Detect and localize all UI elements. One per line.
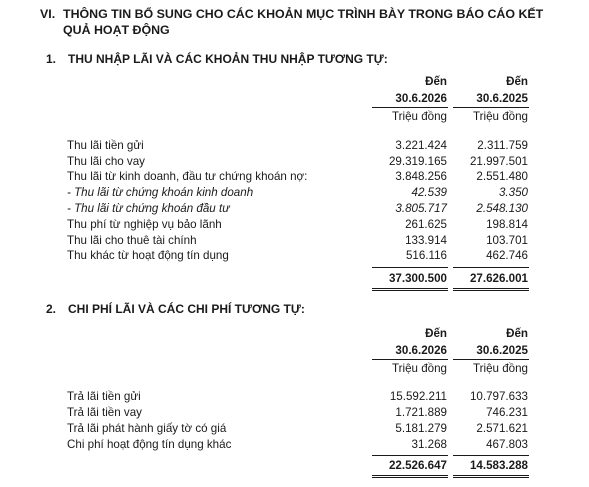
expense-total-2026: 22.526.647 bbox=[388, 459, 447, 472]
income-row-label: Thu lãi từ kinh doanh, đầu tư chứng khoán nợ: bbox=[67, 170, 308, 183]
income-subrow-label: - Thu lãi từ chứng khoán đầu tư bbox=[67, 202, 230, 215]
income-col1-header-rule bbox=[372, 107, 448, 108]
income-col1-label: Đến bbox=[425, 75, 447, 88]
income-col1-date: 30.6.2026 bbox=[395, 92, 447, 105]
income-row-label: Thu khác từ hoạt động tín dụng bbox=[67, 249, 229, 262]
income-col2-total-rule bbox=[453, 267, 529, 268]
expense-row-value-2026: 1.721.889 bbox=[395, 406, 447, 419]
expense-col2-double-rule-top bbox=[453, 475, 529, 476]
expense-col2-double-rule-bottom bbox=[453, 477, 529, 478]
income-row-value-2026: 261.625 bbox=[405, 218, 447, 231]
income-col2-label: Đến bbox=[506, 75, 528, 88]
expense-row-value-2026: 31.268 bbox=[411, 438, 447, 451]
income-col2-unit: Triệu đồng bbox=[473, 110, 528, 123]
expense-col1-header-rule bbox=[372, 359, 448, 360]
income-row-value-2025: 2.311.759 bbox=[477, 139, 528, 152]
expense-title: CHI PHÍ LÃI VÀ CÁC CHI PHÍ TƯƠNG TỰ: bbox=[68, 302, 305, 316]
income-col2-header-rule bbox=[453, 107, 529, 108]
income-col2-date: 30.6.2025 bbox=[476, 92, 528, 105]
income-row-value-2025: 2.551.480 bbox=[476, 170, 528, 183]
expense-row-value-2025: 746.231 bbox=[486, 406, 528, 419]
expense-col1-label: Đến bbox=[425, 327, 447, 340]
expense-row-label: Trả lãi tiền vay bbox=[67, 406, 142, 419]
income-row-value-2025: 198.814 bbox=[486, 218, 528, 231]
income-col2-double-rule-top bbox=[453, 288, 529, 289]
income-subrow-value-2025: 2.548.130 bbox=[476, 202, 528, 215]
income-row-value-2026: 3.221.424 bbox=[395, 139, 447, 152]
section-title-line2: QUẢ HOẠT ĐỘNG bbox=[63, 23, 170, 37]
income-row-value-2025: 462.746 bbox=[486, 249, 528, 262]
expense-total-2025: 14.583.288 bbox=[469, 459, 528, 472]
expense-row-label: Chi phí hoạt động tín dụng khác bbox=[67, 438, 232, 451]
income-row-value-2026: 29.319.165 bbox=[388, 155, 447, 168]
expense-col1-double-rule-top bbox=[372, 475, 448, 476]
income-col1-double-rule-top bbox=[372, 288, 448, 289]
expense-row-value-2025: 2.571.621 bbox=[476, 422, 528, 435]
expense-row-value-2026: 5.181.279 bbox=[395, 422, 447, 435]
income-subrow-value-2026: 42.539 bbox=[411, 186, 447, 199]
expense-row-value-2026: 15.592.211 bbox=[389, 390, 447, 403]
expense-col1-date: 30.6.2026 bbox=[395, 344, 447, 357]
income-subrow-label: - Thu lãi từ chứng khoán kinh doanh bbox=[67, 186, 254, 199]
income-row-value-2026: 516.116 bbox=[405, 249, 447, 262]
income-col2-double-rule-bottom bbox=[453, 290, 529, 291]
expense-col2-header-rule bbox=[453, 359, 529, 360]
section-title-line1: THÔNG TIN BỔ SUNG CHO CÁC KHOẢN MỤC TRÌNH BÀY TRONG BÁO CÁO KẾT bbox=[63, 7, 544, 21]
income-total-2026: 37.300.500 bbox=[388, 272, 447, 285]
income-row-value-2025: 103.701 bbox=[486, 234, 528, 247]
income-row-value-2025: 21.997.501 bbox=[469, 155, 528, 168]
expense-row-label: Trả lãi tiền gửi bbox=[67, 390, 141, 403]
income-col1-total-rule bbox=[372, 267, 448, 268]
expense-col2-unit: Triệu đồng bbox=[473, 362, 528, 375]
expense-row-label: Trả lãi phát hành giấy tờ có giá bbox=[67, 422, 227, 435]
income-title: THU NHẬP LÃI VÀ CÁC KHOẢN THU NHẬP TƯƠNG TỰ: bbox=[68, 52, 388, 66]
income-col1-double-rule-bottom bbox=[372, 290, 448, 291]
expense-col1-total-rule bbox=[372, 455, 448, 456]
income-row-value-2026: 3.848.256 bbox=[395, 170, 447, 183]
income-col1-unit: Triệu đồng bbox=[392, 110, 447, 123]
income-number: 1. bbox=[46, 52, 57, 66]
expense-col2-total-rule bbox=[453, 455, 529, 456]
income-row-label: Thu lãi tiền gửi bbox=[67, 139, 144, 152]
expense-col1-double-rule-bottom bbox=[372, 477, 448, 478]
expense-col2-date: 30.6.2025 bbox=[476, 344, 528, 357]
income-row-label: Thu lãi cho thuê tài chính bbox=[67, 234, 197, 247]
income-subrow-value-2025: 3.350 bbox=[498, 186, 528, 199]
expense-col1-unit: Triệu đồng bbox=[392, 362, 447, 375]
income-total-2025: 27.626.001 bbox=[469, 272, 528, 285]
expense-number: 2. bbox=[46, 302, 57, 316]
expense-row-value-2025: 467.803 bbox=[486, 438, 528, 451]
income-row-label: Thu phí từ nghiệp vụ bảo lãnh bbox=[67, 218, 222, 231]
section-number: VI. bbox=[40, 7, 56, 21]
expense-row-value-2025: 10.797.633 bbox=[469, 390, 528, 403]
income-subrow-value-2026: 3.805.717 bbox=[395, 202, 447, 215]
expense-col2-label: Đến bbox=[506, 327, 528, 340]
income-row-label: Thu lãi cho vay bbox=[67, 155, 145, 168]
income-row-value-2026: 133.914 bbox=[405, 234, 447, 247]
